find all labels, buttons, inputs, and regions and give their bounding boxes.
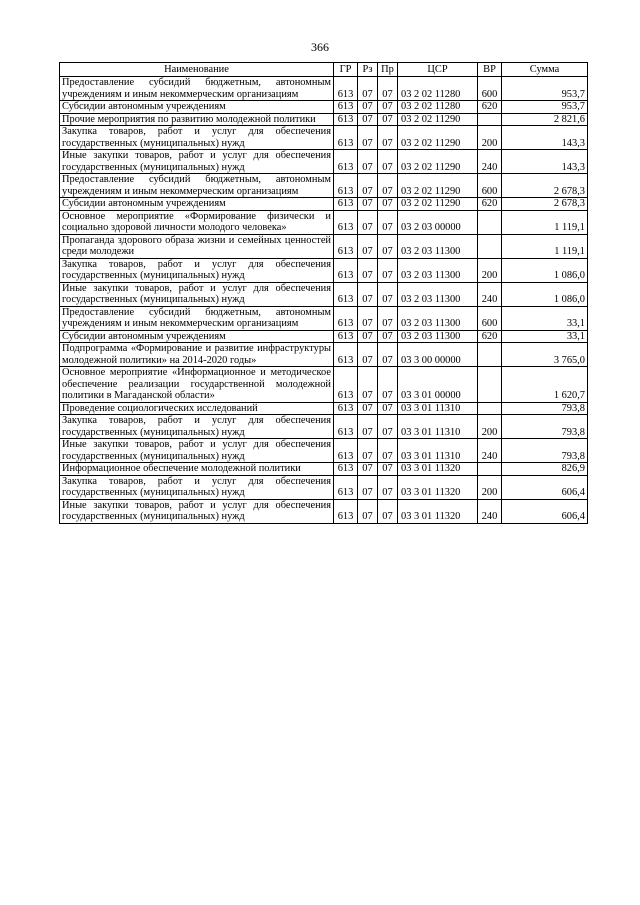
cell-sum: 953,7 [502, 101, 588, 114]
cell-vr: 200 [478, 126, 502, 150]
cell-sum: 793,8 [502, 415, 588, 439]
cell-name: Субсидии автономным учреждениям [60, 101, 334, 114]
cell-csr: 03 3 01 11310 [398, 402, 478, 415]
cell-pr: 07 [378, 210, 398, 234]
table-row [60, 210, 588, 234]
cell-vr: 240 [478, 150, 502, 174]
cell-sum: 1 086,0 [502, 282, 588, 306]
cell-sum: 1 119,1 [502, 210, 588, 234]
cell-sum: 1 119,1 [502, 234, 588, 258]
table-header-row [60, 63, 588, 77]
cell-pr: 07 [378, 174, 398, 198]
budget-table [59, 62, 588, 524]
cell-pr: 07 [378, 439, 398, 463]
cell-rz: 07 [358, 258, 378, 282]
table-row [60, 402, 588, 415]
cell-csr: 03 3 01 11310 [398, 439, 478, 463]
cell-sum: 3 765,0 [502, 343, 588, 367]
cell-vr: 600 [478, 306, 502, 330]
cell-vr: 240 [478, 499, 502, 523]
cell-sum: 793,8 [502, 402, 588, 415]
cell-vr [478, 367, 502, 403]
cell-name: Закупка товаров, работ и услуг для обеспечения государственных (муниципальных) нужд [60, 415, 334, 439]
cell-rz: 07 [358, 210, 378, 234]
cell-csr: 03 2 02 11280 [398, 101, 478, 114]
cell-gr: 613 [334, 198, 358, 211]
cell-rz: 07 [358, 415, 378, 439]
cell-gr: 613 [334, 77, 358, 101]
cell-pr: 07 [378, 463, 398, 476]
cell-rz: 07 [358, 174, 378, 198]
cell-csr: 03 2 02 11290 [398, 113, 478, 126]
table-row [60, 150, 588, 174]
cell-gr: 613 [334, 282, 358, 306]
table-row [60, 234, 588, 258]
cell-csr: 03 2 03 11300 [398, 282, 478, 306]
cell-pr: 07 [378, 282, 398, 306]
table-row [60, 306, 588, 330]
table-body [60, 77, 588, 524]
cell-name: Основное мероприятие «Формирование физически и социально здоровой личности молодого человека» [60, 210, 334, 234]
cell-gr: 613 [334, 415, 358, 439]
cell-gr: 613 [334, 499, 358, 523]
cell-csr: 03 2 02 11290 [398, 198, 478, 211]
cell-name: Предоставление субсидий бюджетным, автономным учреждениям и иным некоммерческим организациям [60, 174, 334, 198]
cell-sum: 2 678,3 [502, 198, 588, 211]
cell-pr: 07 [378, 330, 398, 343]
cell-csr: 03 2 03 00000 [398, 210, 478, 234]
cell-rz: 07 [358, 306, 378, 330]
cell-csr: 03 3 01 11320 [398, 499, 478, 523]
cell-csr: 03 3 01 11320 [398, 463, 478, 476]
cell-rz: 07 [358, 77, 378, 101]
cell-gr: 613 [334, 402, 358, 415]
cell-vr [478, 210, 502, 234]
table-row [60, 258, 588, 282]
cell-gr: 613 [334, 475, 358, 499]
cell-rz: 07 [358, 113, 378, 126]
table-row [60, 198, 588, 211]
cell-csr: 03 2 02 11290 [398, 174, 478, 198]
cell-vr: 200 [478, 415, 502, 439]
cell-name: Информационное обеспечение молодежной политики [60, 463, 334, 476]
cell-rz: 07 [358, 439, 378, 463]
table-row [60, 126, 588, 150]
cell-pr: 07 [378, 234, 398, 258]
cell-name: Иные закупки товаров, работ и услуг для обеспечения государственных (муниципальных) нужд [60, 439, 334, 463]
cell-pr: 07 [378, 499, 398, 523]
cell-gr: 613 [334, 150, 358, 174]
table-row [60, 113, 588, 126]
cell-name: Субсидии автономным учреждениям [60, 198, 334, 211]
cell-rz: 07 [358, 198, 378, 211]
cell-vr [478, 402, 502, 415]
cell-name: Предоставление субсидий бюджетным, автономным учреждениям и иным некоммерческим организациям [60, 306, 334, 330]
cell-csr: 03 3 01 00000 [398, 367, 478, 403]
cell-gr: 613 [334, 439, 358, 463]
column-header-vr: ВР [478, 63, 502, 77]
cell-pr: 07 [378, 475, 398, 499]
cell-gr: 613 [334, 210, 358, 234]
cell-name: Закупка товаров, работ и услуг для обеспечения государственных (муниципальных) нужд [60, 475, 334, 499]
cell-pr: 07 [378, 113, 398, 126]
cell-csr: 03 3 01 11320 [398, 475, 478, 499]
cell-vr: 600 [478, 77, 502, 101]
cell-sum: 606,4 [502, 499, 588, 523]
cell-pr: 07 [378, 150, 398, 174]
column-header-sum: Сумма [502, 63, 588, 77]
cell-sum: 33,1 [502, 330, 588, 343]
column-header-pr: Пр [378, 63, 398, 77]
cell-gr: 613 [334, 306, 358, 330]
cell-sum: 2 821,6 [502, 113, 588, 126]
table-row [60, 101, 588, 114]
cell-gr: 613 [334, 234, 358, 258]
table-row [60, 77, 588, 101]
column-header-name: Наименование [60, 63, 334, 77]
cell-vr [478, 234, 502, 258]
cell-sum: 1 620,7 [502, 367, 588, 403]
cell-gr: 613 [334, 343, 358, 367]
cell-rz: 07 [358, 402, 378, 415]
table-row [60, 343, 588, 367]
page-number: 366 [311, 40, 329, 54]
cell-gr: 613 [334, 258, 358, 282]
cell-pr: 07 [378, 77, 398, 101]
cell-pr: 07 [378, 126, 398, 150]
cell-csr: 03 3 01 11310 [398, 415, 478, 439]
cell-pr: 07 [378, 306, 398, 330]
table-row [60, 282, 588, 306]
cell-gr: 613 [334, 174, 358, 198]
cell-csr: 03 2 02 11290 [398, 126, 478, 150]
cell-vr: 620 [478, 330, 502, 343]
cell-sum: 143,3 [502, 150, 588, 174]
cell-vr: 620 [478, 101, 502, 114]
cell-sum: 2 678,3 [502, 174, 588, 198]
cell-name: Пропаганда здорового образа жизни и семейных ценностей среди молодежи [60, 234, 334, 258]
cell-name: Закупка товаров, работ и услуг для обеспечения государственных (муниципальных) нужд [60, 258, 334, 282]
cell-vr: 200 [478, 475, 502, 499]
cell-rz: 07 [358, 150, 378, 174]
cell-gr: 613 [334, 330, 358, 343]
cell-rz: 07 [358, 499, 378, 523]
cell-gr: 613 [334, 101, 358, 114]
cell-pr: 07 [378, 367, 398, 403]
table-row [60, 463, 588, 476]
cell-rz: 07 [358, 234, 378, 258]
column-header-csr: ЦСР [398, 63, 478, 77]
cell-rz: 07 [358, 343, 378, 367]
cell-gr: 613 [334, 126, 358, 150]
table-row [60, 499, 588, 523]
cell-csr: 03 2 03 11300 [398, 258, 478, 282]
cell-vr: 200 [478, 258, 502, 282]
cell-name: Проведение социологических исследований [60, 402, 334, 415]
cell-vr: 240 [478, 439, 502, 463]
cell-rz: 07 [358, 126, 378, 150]
cell-name: Прочие мероприятия по развитию молодежной политики [60, 113, 334, 126]
cell-rz: 07 [358, 463, 378, 476]
cell-sum: 1 086,0 [502, 258, 588, 282]
table-row [60, 174, 588, 198]
cell-pr: 07 [378, 101, 398, 114]
cell-rz: 07 [358, 330, 378, 343]
cell-pr: 07 [378, 198, 398, 211]
cell-name: Иные закупки товаров, работ и услуг для обеспечения государственных (муниципальных) нужд [60, 150, 334, 174]
cell-name: Предоставление субсидий бюджетным, автономным учреждениям и иным некоммерческим организациям [60, 77, 334, 101]
cell-gr: 613 [334, 463, 358, 476]
cell-sum: 33,1 [502, 306, 588, 330]
cell-sum: 143,3 [502, 126, 588, 150]
cell-csr: 03 2 03 11300 [398, 330, 478, 343]
cell-gr: 613 [334, 113, 358, 126]
cell-rz: 07 [358, 282, 378, 306]
cell-vr: 240 [478, 282, 502, 306]
cell-rz: 07 [358, 101, 378, 114]
table-row [60, 330, 588, 343]
cell-name: Иные закупки товаров, работ и услуг для обеспечения государственных (муниципальных) нужд [60, 282, 334, 306]
cell-rz: 07 [358, 367, 378, 403]
cell-csr: 03 2 03 11300 [398, 306, 478, 330]
column-header-rz: Рз [358, 63, 378, 77]
cell-vr: 600 [478, 174, 502, 198]
cell-rz: 07 [358, 475, 378, 499]
cell-csr: 03 2 02 11290 [398, 150, 478, 174]
cell-name: Подпрограмма «Формирование и развитие инфраструктуры молодежной политики» на 2014-2020 годы» [60, 343, 334, 367]
table-row [60, 415, 588, 439]
cell-pr: 07 [378, 415, 398, 439]
cell-name: Закупка товаров, работ и услуг для обеспечения государственных (муниципальных) нужд [60, 126, 334, 150]
cell-sum: 826,9 [502, 463, 588, 476]
cell-vr [478, 343, 502, 367]
cell-vr [478, 113, 502, 126]
cell-pr: 07 [378, 258, 398, 282]
cell-name: Субсидии автономным учреждениям [60, 330, 334, 343]
cell-pr: 07 [378, 402, 398, 415]
cell-name: Иные закупки товаров, работ и услуг для обеспечения государственных (муниципальных) нужд [60, 499, 334, 523]
table-row [60, 475, 588, 499]
cell-csr: 03 2 02 11280 [398, 77, 478, 101]
cell-sum: 793,8 [502, 439, 588, 463]
cell-pr: 07 [378, 343, 398, 367]
cell-csr: 03 3 00 00000 [398, 343, 478, 367]
cell-csr: 03 2 03 11300 [398, 234, 478, 258]
cell-sum: 953,7 [502, 77, 588, 101]
cell-sum: 606,4 [502, 475, 588, 499]
cell-name: Основное мероприятие «Информационное и методическое обеспечение реализации государственной молодежной политики в Магаданской области» [60, 367, 334, 403]
cell-vr: 620 [478, 198, 502, 211]
cell-vr [478, 463, 502, 476]
column-header-gr: ГР [334, 63, 358, 77]
table-row [60, 367, 588, 403]
cell-gr: 613 [334, 367, 358, 403]
table-row [60, 439, 588, 463]
